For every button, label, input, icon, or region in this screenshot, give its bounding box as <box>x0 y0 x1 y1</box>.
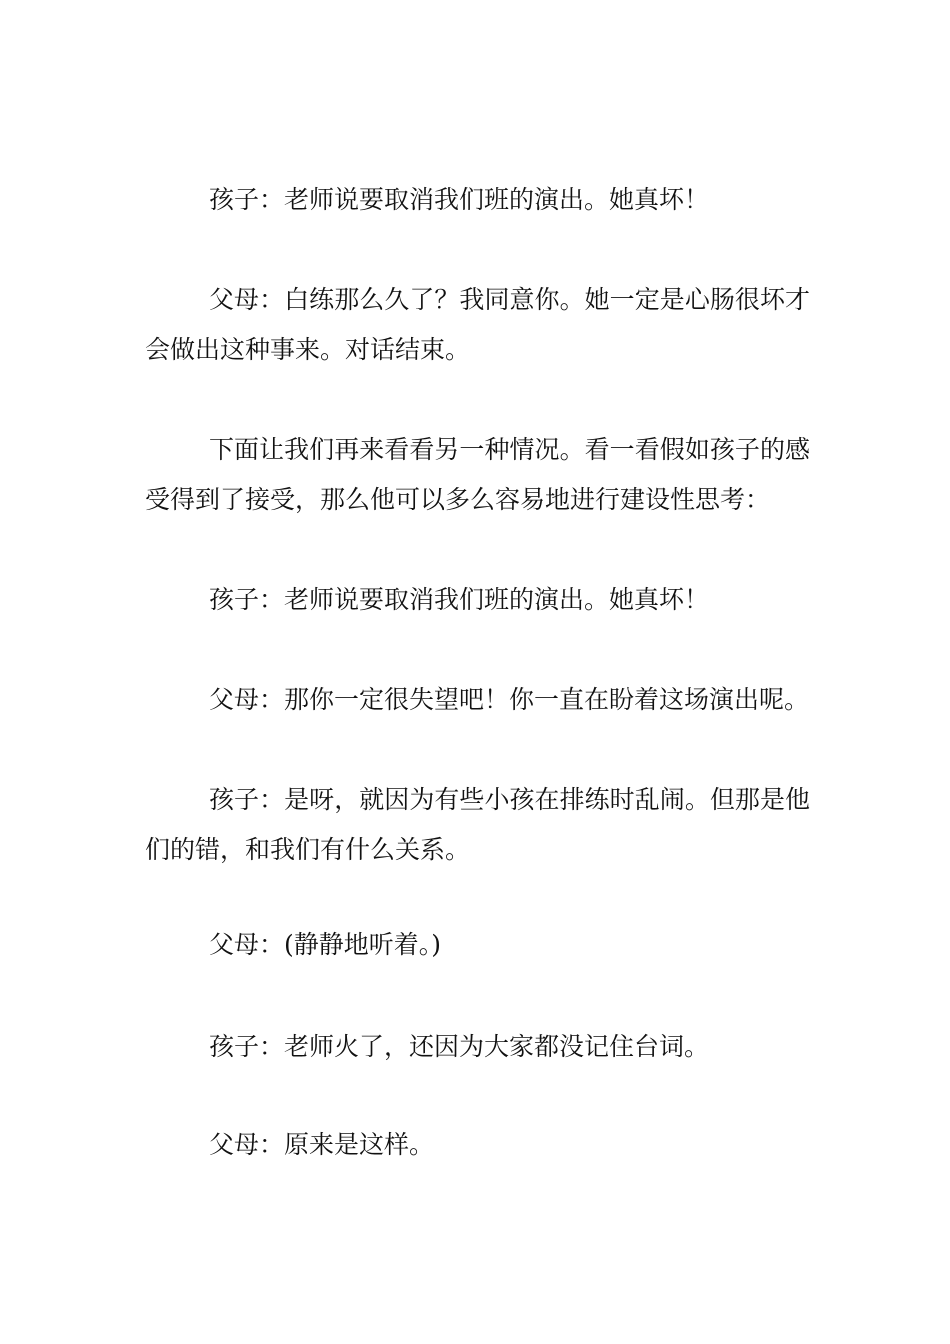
dialogue-paragraph: 父母：(静静地听着。) <box>209 930 442 959</box>
dialogue-paragraph: 父母：白练那么久了？我同意你。她一定是心肠很坏才会做出这种事来。对话结束。 <box>145 285 810 364</box>
dialogue-paragraph: 父母：那你一定很失望吧！你一直在盼着这场演出呢。 <box>209 685 810 714</box>
narration-paragraph: 下面让我们再来看看另一种情况。看一看假如孩子的感受得到了接受，那么他可以多么容易地进行建设性思考： <box>145 435 810 514</box>
dialogue-paragraph: 孩子：是呀，就因为有些小孩在排练时乱闹。但那是他们的错，和我们有什么关系。 <box>145 785 810 864</box>
dialogue-paragraph: 孩子：老师说要取消我们班的演出。她真坏！ <box>209 585 710 614</box>
dialogue-paragraph: 孩子：老师说要取消我们班的演出。她真坏！ <box>209 185 710 214</box>
dialogue-paragraph: 父母：原来是这样。 <box>209 1130 435 1159</box>
dialogue-paragraph: 孩子：老师火了，还因为大家都没记住台词。 <box>209 1032 710 1061</box>
